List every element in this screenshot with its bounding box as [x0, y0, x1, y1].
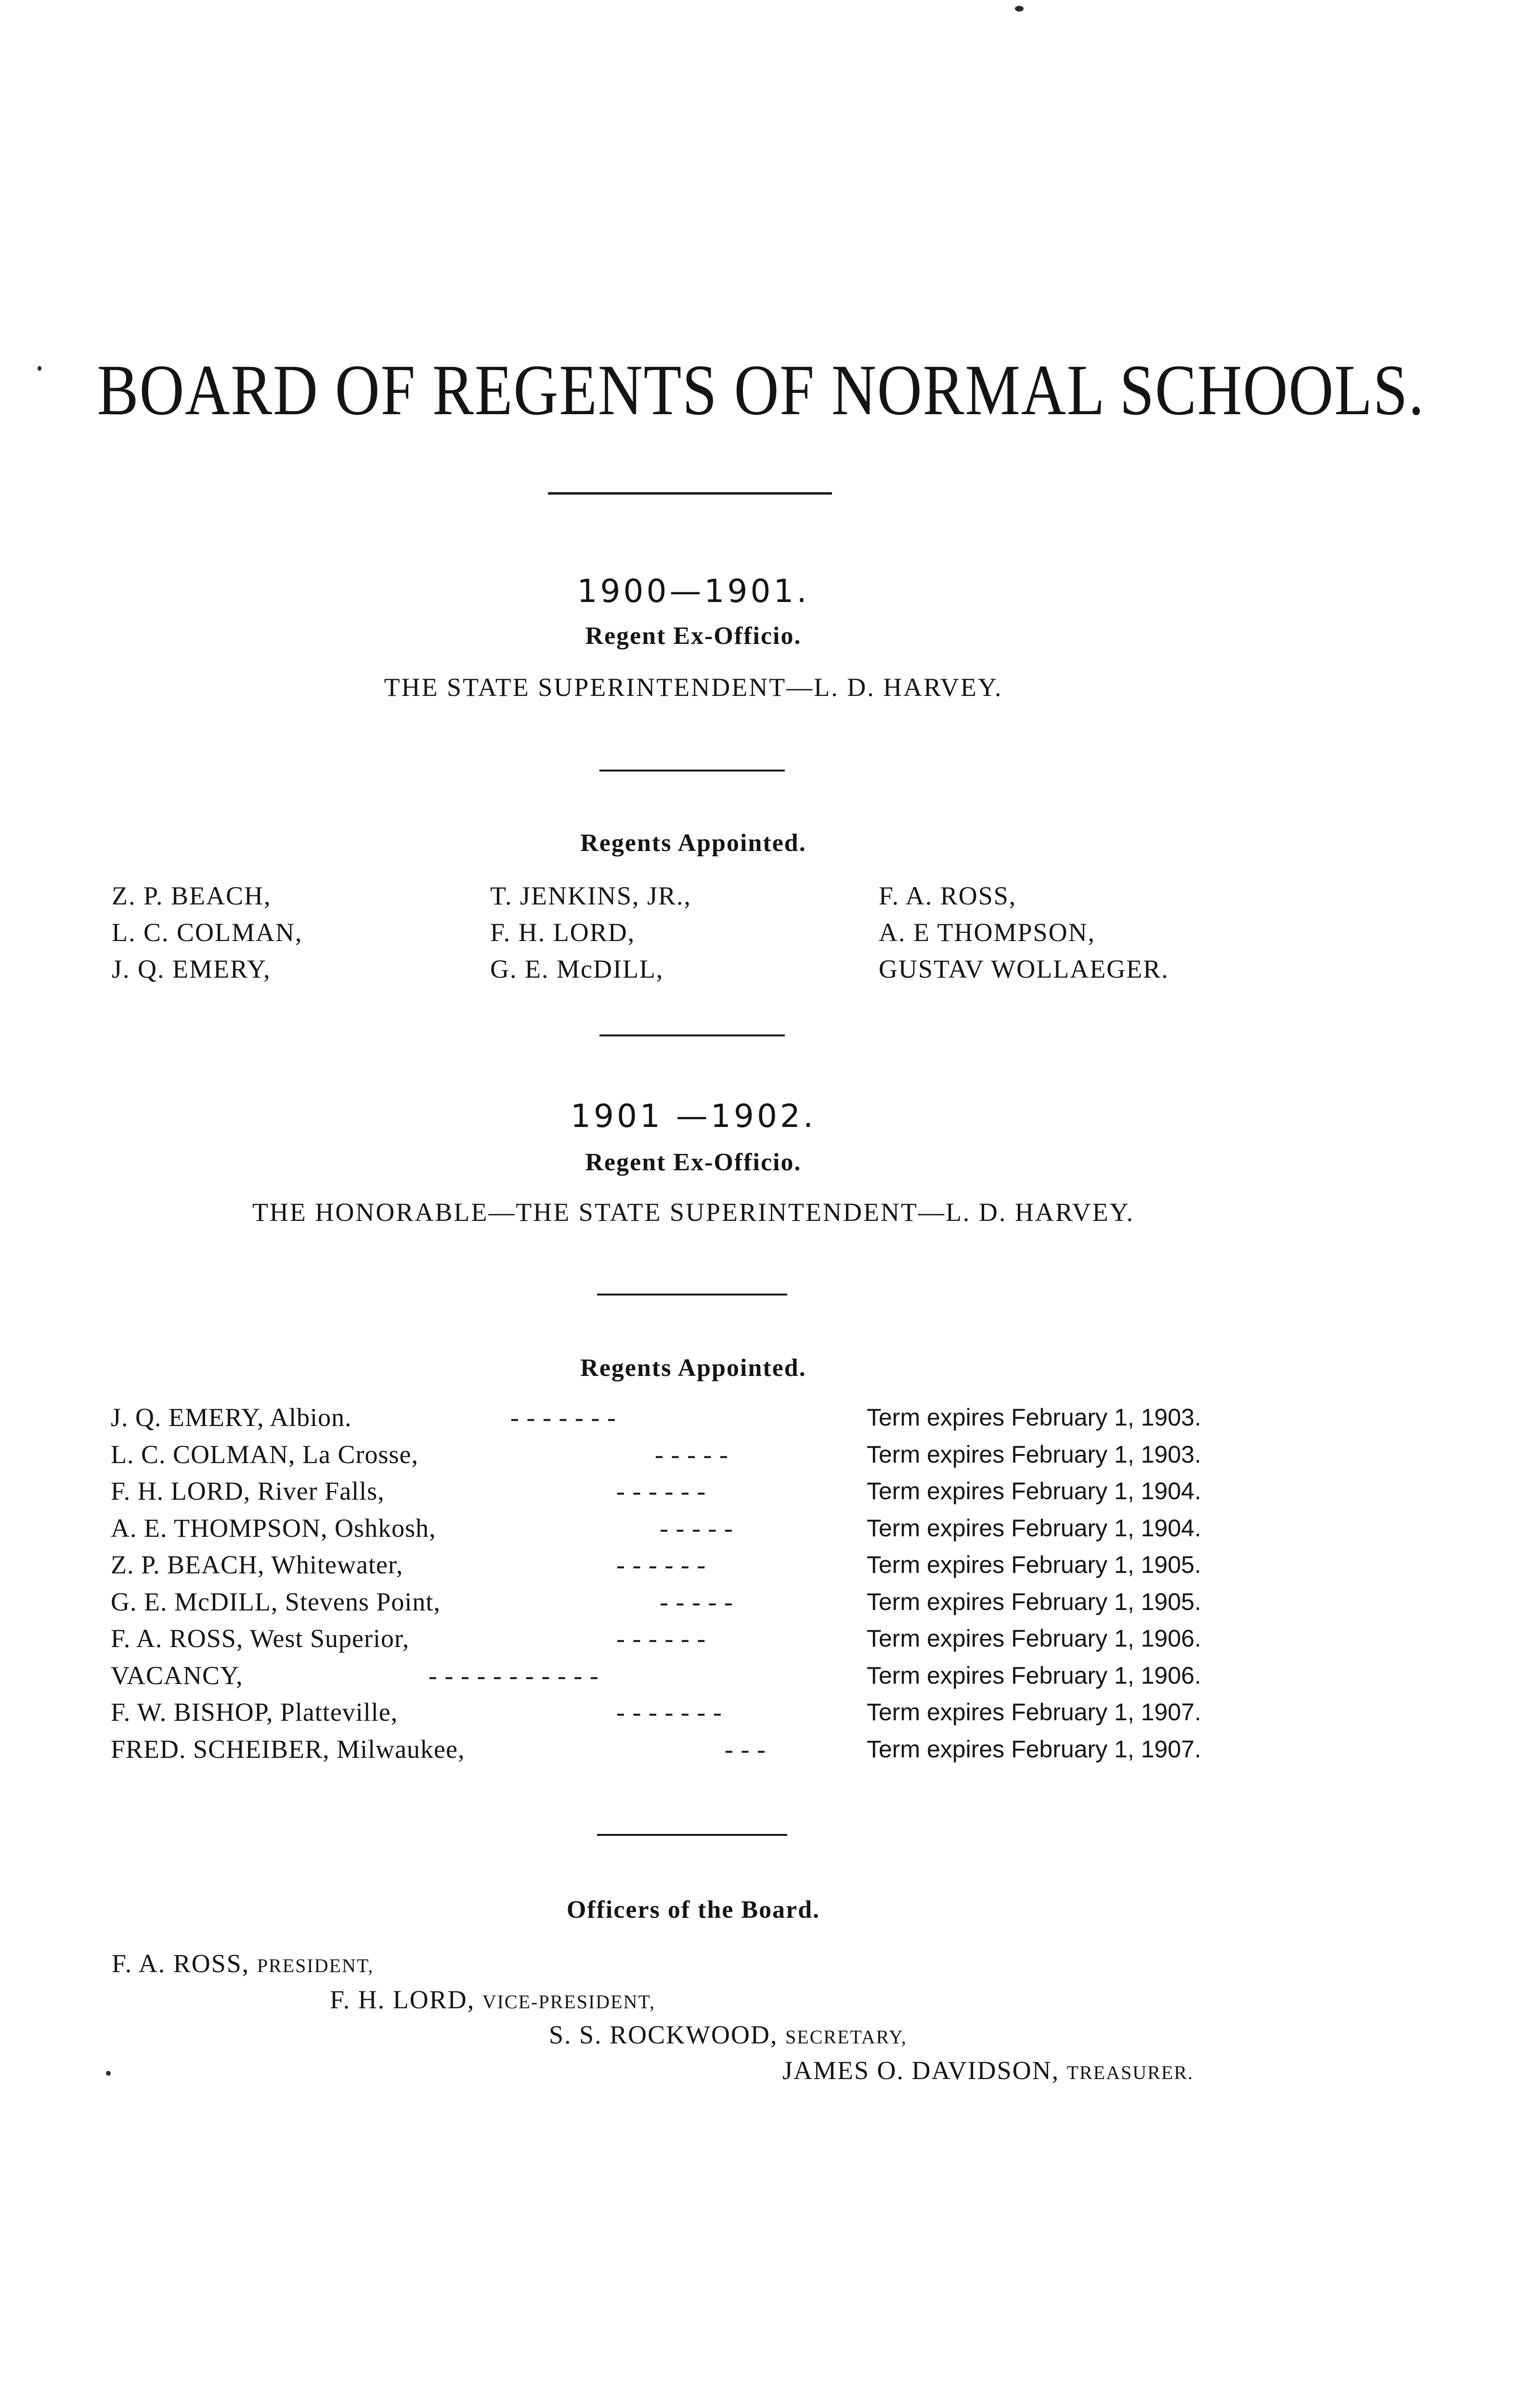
term-expiry: Term expires February 1, 1903. — [867, 1440, 1201, 1468]
term-expiry: Term expires February 1, 1905. — [867, 1588, 1201, 1615]
term-expiry: Term expires February 1, 1904. — [867, 1478, 1201, 1505]
officer-vice-president — [330, 1987, 655, 2013]
regent-name: F. W. BISHOP, Platteville, — [111, 1698, 398, 1727]
officers-heading: Officers of the Board. — [566, 1896, 820, 1924]
leader-dashes: - - - - - - - — [616, 1698, 722, 1727]
regents-column — [490, 877, 691, 987]
leader-dashes: - - - - - - - — [510, 1403, 616, 1432]
leader-dashes: - - - - - — [660, 1587, 733, 1616]
table-row — [111, 1657, 1276, 1694]
officer-role: SECRETARY, — [785, 2026, 907, 2048]
term-expiry: Term expires February 1, 1903. — [867, 1404, 1201, 1431]
officer-name: F. H. LORD, — [330, 1985, 475, 2014]
regent-name: G. E. McDILL, Stevens Point, — [111, 1587, 441, 1616]
regent-name: Z. P. BEACH, Whitewater, — [111, 1550, 403, 1579]
regents-column — [112, 877, 303, 987]
officer-role: PRESIDENT, — [257, 1955, 374, 1976]
officer-name: F. A. ROSS, — [112, 1949, 250, 1978]
divider — [548, 492, 832, 495]
table-row — [111, 1694, 1276, 1731]
scan-speck — [38, 366, 41, 371]
regent-name: L. C. COLMAN, La Crosse, — [111, 1440, 418, 1469]
officer-secretary — [549, 2022, 907, 2048]
leader-dashes: - - - - - - — [616, 1477, 706, 1505]
leader-dashes: - - - - - - — [616, 1624, 706, 1653]
scan-speck — [106, 2071, 111, 2076]
table-row — [111, 1620, 1276, 1657]
regent-name: L. C. COLMAN, — [112, 918, 303, 947]
table-row — [111, 1399, 1276, 1436]
regent-name: F. H. LORD, River Falls, — [111, 1477, 385, 1505]
term-expiry: Term expires February 1, 1907. — [867, 1699, 1201, 1726]
scan-speck — [1015, 6, 1024, 12]
appointed-heading: Regents Appointed. — [580, 1354, 806, 1382]
regent-name: A. E. THOMPSON, Oshkosh, — [111, 1513, 436, 1543]
term-expiry: Term expires February 1, 1907. — [867, 1735, 1201, 1763]
officer-president — [112, 1950, 374, 1976]
ex-officio-heading: Regent Ex-Officio. — [585, 1149, 802, 1176]
table-row — [111, 1510, 1276, 1547]
leader-dashes: - - - - - — [655, 1440, 728, 1469]
regent-name: Z. P. BEACH, — [112, 881, 272, 910]
appointed-heading: Regents Appointed. — [580, 829, 806, 857]
officer-treasurer — [782, 2057, 1194, 2083]
term-expiry: Term expires February 1, 1905. — [867, 1551, 1201, 1578]
ex-officio-regent: THE STATE SUPERINTENDENT—L. D. HARVEY. — [384, 673, 1003, 702]
divider — [597, 1294, 787, 1296]
divider — [599, 1034, 785, 1036]
regent-name: GUSTAV WOLLAEGER. — [879, 955, 1169, 983]
regent-name: F. H. LORD, — [490, 918, 636, 947]
regent-name: G. E. McDILL, — [490, 955, 664, 983]
leader-dashes: - - - - - - - - - - - — [429, 1661, 599, 1690]
regent-name: F. A. ROSS, West Superior, — [111, 1624, 410, 1653]
table-row — [111, 1473, 1276, 1510]
divider — [599, 770, 785, 772]
table-row — [111, 1546, 1276, 1584]
leader-dashes: - - - - - — [660, 1513, 733, 1543]
officer-name: JAMES O. DAVIDSON, — [782, 2056, 1060, 2085]
leader-dashes: - - - — [725, 1734, 766, 1764]
section-year: 1901 —1902. — [571, 1098, 816, 1135]
divider — [597, 1834, 787, 1836]
officer-role: VICE-PRESIDENT, — [482, 1991, 655, 2013]
officer-role: TREASURER. — [1066, 2062, 1194, 2083]
officer-name: S. S. ROCKWOOD, — [549, 2020, 778, 2049]
ex-officio-regent: THE HONORABLE—THE STATE SUPERINTENDENT—L. D. HARVEY. — [252, 1198, 1135, 1227]
regent-name: A. E THOMPSON, — [879, 918, 1096, 947]
term-expiry: Term expires February 1, 1904. — [867, 1514, 1201, 1542]
regent-name: J. Q. EMERY, — [112, 955, 271, 983]
regent-name: F. A. ROSS, — [879, 881, 1017, 910]
page-title: BOARD OF REGENTS OF NORMAL SCHOOLS. — [97, 350, 1425, 430]
section-year: 1900—1901. — [577, 573, 810, 610]
table-row — [111, 1436, 1276, 1473]
regents-term-list — [111, 1399, 1276, 1767]
table-row — [111, 1731, 1276, 1768]
ex-officio-heading: Regent Ex-Officio. — [585, 622, 802, 650]
regent-name: FRED. SCHEIBER, Milwaukee, — [111, 1734, 465, 1764]
regents-column — [879, 877, 1169, 987]
regent-name: VACANCY, — [111, 1661, 243, 1690]
regent-name: T. JENKINS, JR., — [490, 881, 692, 910]
term-expiry: Term expires February 1, 1906. — [867, 1625, 1201, 1652]
leader-dashes: - - - - - - — [616, 1550, 706, 1579]
term-expiry: Term expires February 1, 1906. — [867, 1662, 1201, 1689]
table-row — [111, 1584, 1276, 1621]
regent-name: J. Q. EMERY, Albion. — [111, 1403, 352, 1432]
